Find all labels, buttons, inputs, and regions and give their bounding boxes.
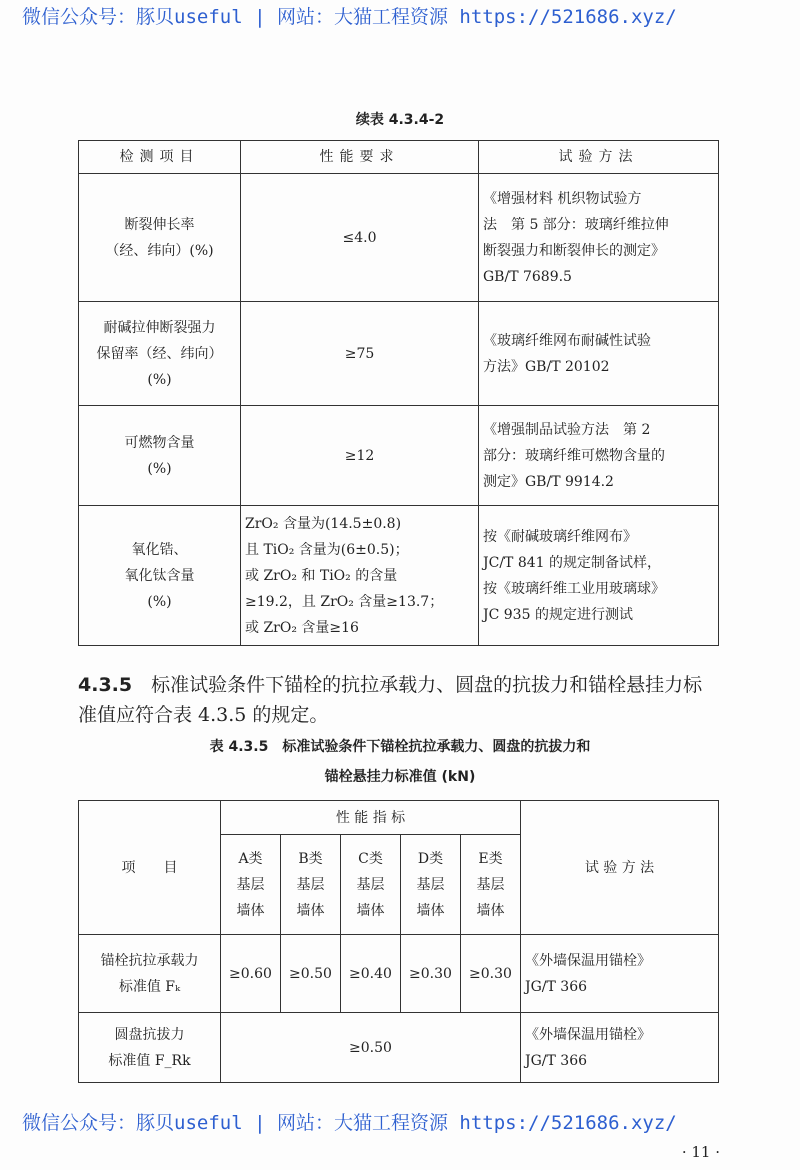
cell-line: 方法》GB/T 20102 bbox=[483, 358, 610, 375]
cell-line: B类 bbox=[298, 850, 323, 867]
value-cell: ≥0.60 bbox=[221, 935, 281, 1013]
table2 bbox=[78, 800, 719, 1083]
cell-line: JC 935 的规定进行测试 bbox=[483, 606, 633, 623]
cell-line: ≤4.0 bbox=[342, 229, 377, 246]
cell-line: 圆盘抗拔力 bbox=[114, 1026, 185, 1043]
header-item: 项 目 bbox=[79, 801, 221, 935]
cell-line: 或 ZrO₂ 和 TiO₂ 的含量 bbox=[245, 567, 398, 584]
cell-line: 测定》GB/T 9914.2 bbox=[483, 473, 614, 490]
cell-line: A类 bbox=[238, 850, 263, 867]
header: 性能要求 bbox=[241, 141, 479, 174]
table-row bbox=[79, 406, 719, 506]
method-cell bbox=[521, 935, 719, 1013]
cell-line: 按《耐碱玻璃纤维网布》 bbox=[483, 528, 637, 545]
clause-number: 4.3.5 bbox=[78, 674, 133, 696]
clause-text: 标准试验条件下锚栓的抗拉承载力、圆盘的抗拔力和锚栓悬挂力标准值应符合表 4.3.5 的规定。 bbox=[78, 674, 703, 726]
cell-line: （经、纬向）(%) bbox=[105, 242, 214, 259]
cell-line: 《增强制品试验方法 第 2 bbox=[483, 421, 651, 438]
watermark-top: 微信公众号：豚贝useful | 网站：大猫工程资源 https://521686.xyz/ bbox=[22, 6, 677, 28]
class-header bbox=[401, 835, 461, 935]
cell-line: (%) bbox=[147, 460, 172, 477]
cell-line: 部分：玻璃纤维可燃物含量的 bbox=[483, 447, 665, 464]
cell-line: D类 bbox=[417, 850, 444, 867]
value-cell: ≥0.40 bbox=[341, 935, 401, 1013]
cell-line: 或 ZrO₂ 含量≥16 bbox=[245, 619, 359, 636]
cell-line: ≥19.2，且 ZrO₂ 含量≥13.7； bbox=[245, 593, 444, 610]
cell-line: JC/T 841 的规定制备试样， bbox=[483, 554, 662, 571]
table1-caption: 续表 4.3.4-2 bbox=[355, 112, 445, 128]
item-cell bbox=[79, 1013, 221, 1083]
value-cell: ≥0.30 bbox=[461, 935, 521, 1013]
cell-line: 断裂伸长率 bbox=[124, 216, 195, 233]
table-row bbox=[79, 506, 719, 646]
cell-line: 标准值 Fₖ bbox=[118, 978, 181, 995]
method-cell bbox=[479, 174, 719, 302]
cell-line: JG/T 366 bbox=[525, 978, 588, 995]
value-cell: ≥0.50 bbox=[281, 935, 341, 1013]
cell-line: (%) bbox=[147, 593, 172, 610]
item-cell bbox=[79, 935, 221, 1013]
cell-line: JG/T 366 bbox=[525, 1052, 588, 1069]
cell-line: 断裂强力和断裂伸长的测定》 bbox=[483, 242, 665, 259]
cell-line: 基层 bbox=[476, 876, 505, 893]
cell-line: 保留率（经、纬向） bbox=[96, 345, 223, 362]
item-cell bbox=[79, 406, 241, 506]
cell-line: 墙体 bbox=[356, 902, 385, 919]
cell-line: 《外墙保温用锚栓》 bbox=[525, 1026, 651, 1043]
table2-caption: 表 4.3.5 标准试验条件下锚栓抗拉承载力、圆盘的抗拔力和 bbox=[209, 739, 591, 755]
method-cell bbox=[479, 302, 719, 406]
cell-line: ≥12 bbox=[344, 447, 375, 464]
cell-line: 墙体 bbox=[296, 902, 325, 919]
watermark-bottom: 微信公众号：豚贝useful | 网站：大猫工程资源 https://521686.xyz/ bbox=[22, 1112, 677, 1134]
header-method: 试 验 方 法 bbox=[521, 801, 719, 935]
header: 检测项目 bbox=[79, 141, 241, 174]
item-cell bbox=[79, 302, 241, 406]
requirement-cell bbox=[241, 302, 479, 406]
cell-line: ≥75 bbox=[344, 345, 375, 362]
cell-line: 氧化锆、 bbox=[131, 541, 188, 558]
class-header bbox=[341, 835, 401, 935]
cell-line: 法 第 5 部分：玻璃纤维拉伸 bbox=[483, 216, 669, 233]
cell-line: 氧化钛含量 bbox=[124, 567, 195, 584]
cell-line: 基层 bbox=[356, 876, 385, 893]
item-cell bbox=[79, 506, 241, 646]
table-row bbox=[79, 302, 719, 406]
cell-line: 锚栓抗拉承载力 bbox=[100, 952, 199, 969]
cell-line: 《玻璃纤维网布耐碱性试验 bbox=[483, 332, 651, 349]
method-cell bbox=[479, 406, 719, 506]
value-cell: ≥0.50 bbox=[221, 1013, 521, 1083]
cell-line: 《增强材料 机织物试验方 bbox=[483, 190, 642, 207]
cell-line: 墙体 bbox=[236, 902, 265, 919]
class-header bbox=[461, 835, 521, 935]
item-cell bbox=[79, 174, 241, 302]
cell-line: E类 bbox=[478, 850, 503, 867]
table1 bbox=[78, 140, 719, 646]
cell-line: 墙体 bbox=[416, 902, 445, 919]
cell-line: 《外墙保温用锚栓》 bbox=[525, 952, 651, 969]
cell-line: (%) bbox=[147, 371, 172, 388]
header-performance: 性 能 指 标 bbox=[221, 801, 521, 835]
cell-line: 基层 bbox=[296, 876, 325, 893]
header: 试验方法 bbox=[479, 141, 719, 174]
cell-line: 耐碱拉伸断裂强力 bbox=[103, 319, 216, 336]
cell-line: 且 TiO₂ 含量为(6±0.5)； bbox=[245, 541, 409, 558]
page-number: · 11 · bbox=[681, 1143, 720, 1161]
requirement-cell bbox=[241, 506, 479, 646]
clause-4-3-5 bbox=[78, 670, 718, 730]
cell-line: 可燃物含量 bbox=[124, 434, 195, 451]
method-cell bbox=[521, 1013, 719, 1083]
class-header bbox=[281, 835, 341, 935]
requirement-cell bbox=[241, 406, 479, 506]
method-cell bbox=[479, 506, 719, 646]
cell-line: 标准值 F_Rk bbox=[108, 1052, 191, 1069]
cell-line: GB/T 7689.5 bbox=[483, 268, 572, 285]
cell-line: C类 bbox=[358, 850, 383, 867]
cell-line: 基层 bbox=[236, 876, 265, 893]
table-row bbox=[79, 174, 719, 302]
cell-line: 墙体 bbox=[476, 902, 505, 919]
class-header bbox=[221, 835, 281, 935]
requirement-cell bbox=[241, 174, 479, 302]
cell-line: 按《玻璃纤维工业用玻璃球》 bbox=[483, 580, 665, 597]
cell-line: ZrO₂ 含量为(14.5±0.8) bbox=[245, 515, 402, 532]
cell-line: 基层 bbox=[416, 876, 445, 893]
table2-caption-2: 锚栓悬挂力标准值 (kN) bbox=[324, 769, 476, 785]
value-cell: ≥0.30 bbox=[401, 935, 461, 1013]
